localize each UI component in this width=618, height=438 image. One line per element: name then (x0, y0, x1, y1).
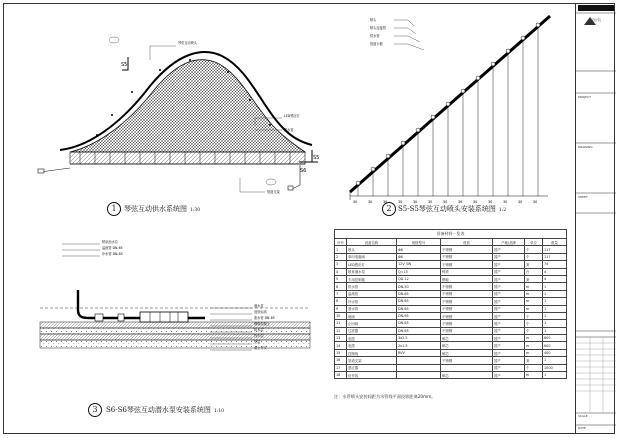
equipment-cell: m (525, 283, 543, 290)
equipment-header-cell: 序号 (335, 239, 347, 246)
v3-label: 钢筋混凝土 (254, 322, 270, 326)
equipment-cell: 3 (335, 261, 347, 268)
v3-label: 溢流管 DN-65 (102, 246, 123, 250)
equipment-header-cell: 材质 (441, 239, 493, 246)
equipment-cell: 12 (335, 327, 347, 334)
equipment-row (335, 364, 567, 371)
nozzle-drops (358, 27, 538, 196)
tb-sheet-label: SHEET (578, 195, 588, 199)
equipment-cell: DN-65 (397, 327, 441, 334)
v2-label-2: 喷头连接管 (370, 26, 386, 30)
equipment-cell: 溢流管 (347, 290, 397, 297)
equipment-row (335, 261, 567, 268)
section-s5-bottom: S5 (313, 155, 320, 161)
equipment-cell: 11 (335, 320, 347, 327)
equipment-cell: 国产 (493, 268, 525, 275)
equipment-row (335, 253, 567, 260)
equipment-cell: 止回阀 (347, 320, 397, 327)
v3-label: 素土夯实 (254, 346, 267, 350)
equipment-cell: m (525, 298, 543, 305)
dimension-label: 30 (518, 200, 523, 204)
mound-body (70, 60, 305, 152)
slab-layer3 (40, 334, 310, 340)
equipment-cell (397, 364, 441, 371)
equipment-cell: 2x1.5 (397, 342, 441, 349)
equipment-cell: 专用控制箱 (347, 275, 397, 282)
equipment-cell: 不锈钢 (441, 246, 493, 253)
equipment-row (335, 342, 567, 349)
equipment-cell: DN-65 (397, 312, 441, 319)
v3-label: 垫层 (254, 340, 261, 344)
equipment-row (335, 283, 567, 290)
dimension-label: 30 (353, 200, 358, 204)
view3-scale: 1:10 (213, 409, 224, 414)
equipment-cell: DN-65 (397, 298, 441, 305)
equipment-cell: 3x2.5 (397, 335, 441, 342)
equipment-cell: m (525, 335, 543, 342)
callout-supply: 供水管 (284, 128, 294, 132)
equipment-cell: 15 (335, 349, 347, 356)
submersible-pump (140, 312, 188, 322)
slab-layer2 (40, 328, 310, 334)
callout-bracket: 管道支架 (267, 190, 280, 194)
equipment-cell: 117 (543, 253, 567, 260)
equipment-cell: 14 (335, 342, 347, 349)
view2-drawing (330, 0, 575, 230)
dimension-line (350, 192, 548, 200)
equipment-cell: 国产 (493, 335, 525, 342)
callout-led: LED感应灯 (284, 114, 300, 118)
v3-label: 防水层 (254, 328, 264, 332)
equipment-cell: 1 (543, 320, 567, 327)
drawing-note: 注：水管喷头安装间距为水管线平面投影距离20mm。 (334, 394, 436, 399)
section-s5-top: S5 (121, 62, 128, 68)
equipment-cell: 国产 (493, 342, 525, 349)
equipment-cell: 感应器 (347, 364, 397, 371)
tb-scale-label: SCALE (578, 414, 588, 418)
equipment-cell: 个 (525, 253, 543, 260)
equipment-cell: Φ8 (397, 253, 441, 260)
equipment-cell: 600 (543, 342, 567, 349)
equipment-row (335, 275, 567, 282)
equipment-cell: 13 (335, 335, 347, 342)
equipment-row (335, 298, 567, 305)
equipment-cell: 国产 (493, 305, 525, 312)
equipment-cell (441, 364, 493, 371)
v2-label-1: 喷头 (370, 18, 377, 22)
equipment-cell: 不锈钢 (441, 290, 493, 297)
equipment-header-cell: 数量 (543, 239, 567, 246)
equipment-row (335, 357, 567, 364)
equipment-row (335, 372, 567, 379)
equipment-cell: 117 (543, 246, 567, 253)
equipment-cell: 5 (335, 275, 347, 282)
feed-pipes (38, 165, 300, 190)
view2-scale: 1:2 (498, 208, 507, 213)
equipment-cell: 1 (543, 305, 567, 312)
equipment-cell: 套 (525, 275, 543, 282)
dimension-label: 30 (473, 200, 478, 204)
equipment-cell: 不锈钢 (441, 298, 493, 305)
equipment-cell: m (525, 342, 543, 349)
tb-date-label: DATE (578, 426, 586, 430)
equipment-cell: 国产 (493, 283, 525, 290)
dimension-label: 30 (443, 200, 448, 204)
equipment-cell: 国产 (493, 290, 525, 297)
equipment-cell: 400 (543, 349, 567, 356)
equipment-cell: 个 (525, 246, 543, 253)
equipment-cell: DN-65 (397, 320, 441, 327)
dimension-label: 30 (503, 200, 508, 204)
equipment-cell: 17 (335, 364, 347, 371)
equipment-cell: 不锈钢 (441, 253, 493, 260)
tb-drawing-label: DRAWING (578, 145, 593, 149)
equipment-header-row (335, 239, 567, 246)
equipment-cell: 6 (335, 283, 347, 290)
equipment-cell: 个 (525, 364, 543, 371)
equipment-cell: 1 (543, 372, 567, 379)
callout-nozzle: 琴弦互动喷头 (178, 41, 198, 45)
view2-title-text: S5-S5琴弦互动喷头安装系统图 (398, 205, 496, 213)
equipment-cell: 补水管 (347, 298, 397, 305)
equipment-cell: m (525, 349, 543, 356)
v3-label: 潜水泵 (254, 304, 264, 308)
equipment-header-cell: 单位 (525, 239, 543, 246)
equipment-cell: 1 (543, 298, 567, 305)
dimension-label: 30 (398, 200, 403, 204)
equipment-cell: 铜芯 (441, 342, 493, 349)
equipment-cell: 国产 (493, 372, 525, 379)
dimension-label: 30 (533, 200, 538, 204)
equipment-cell: 12V 3W (397, 261, 441, 268)
equipment-cell: 不锈钢 (441, 312, 493, 319)
equipment-cell: LED感应灯 (347, 261, 397, 268)
equipment-cell: 过滤器 (347, 327, 397, 334)
equipment-row (335, 290, 567, 297)
equipment-cell: 不锈钢 (441, 283, 493, 290)
slab-layer4 (40, 340, 310, 348)
equipment-cell: 74 (543, 261, 567, 268)
v2-label-4: 管道卡箍 (370, 42, 383, 46)
equipment-cell: 泄水管 (347, 305, 397, 312)
view3-title (106, 405, 224, 415)
equipment-cell: 不锈钢 (441, 357, 493, 364)
equipment-cell: 不锈钢 (441, 305, 493, 312)
equipment-cell: DN-65 (397, 290, 441, 297)
equipment-cell: 国产 (493, 357, 525, 364)
dimension-label: 30 (368, 200, 373, 204)
view3-number: 3 (88, 403, 102, 417)
equipment-cell: QD-12 (397, 275, 441, 282)
equipment-cell (397, 357, 441, 364)
equipment-cell: 套 (525, 357, 543, 364)
equipment-cell: m (525, 305, 543, 312)
equipment-cell: RVV (397, 349, 441, 356)
dimension-label: 30 (428, 200, 433, 204)
equipment-table (334, 229, 567, 379)
equipment-cell: 7 (335, 290, 347, 297)
equipment-cell: 个 (525, 327, 543, 334)
title-block-grid (576, 3, 616, 434)
equipment-table-caption: 设备材料一览表 (334, 229, 567, 238)
equipment-cell: 国产 (493, 320, 525, 327)
equipment-row (335, 349, 567, 356)
equipment-cell: 国产 (493, 298, 525, 305)
equipment-cell: Φ8 (397, 246, 441, 253)
equipment-cell: 铜芯 (441, 372, 493, 379)
equipment-cell: Q=15 (397, 268, 441, 275)
equipment-cell: 8 (335, 298, 347, 305)
equipment-cell: 不锈钢 (441, 327, 493, 334)
equipment-cell: 1 (543, 290, 567, 297)
view1-scale: 1:30 (190, 208, 201, 213)
equipment-cell: 4 (543, 275, 567, 282)
equipment-cell: 9 (335, 305, 347, 312)
equipment-row (335, 327, 567, 334)
v3-label: 喷泉池水位 (102, 240, 118, 244)
dimension-label: 30 (413, 200, 418, 204)
equipment-cell: 国产 (493, 364, 525, 371)
equipment-cell: 国产 (493, 261, 525, 268)
equipment-cell: 1000 (543, 364, 567, 371)
equipment-cell: 国产 (493, 327, 525, 334)
equipment-cell: 套 (525, 261, 543, 268)
equipment-cell: 铸铁 (441, 268, 493, 275)
view1-number: 1 (107, 202, 121, 216)
equipment-cell: 闸阀 (347, 312, 397, 319)
equipment-cell: DN-65 (397, 305, 441, 312)
equipment-row (335, 320, 567, 327)
equipment-cell: 不锈钢 (441, 261, 493, 268)
equipment-cell: 国产 (493, 275, 525, 282)
equipment-cell: 钢板 (441, 275, 493, 282)
equipment-cell: 个 (525, 312, 543, 319)
view2-number: 2 (382, 202, 396, 216)
view1-drawing (0, 0, 330, 230)
equipment-cell: 国产 (493, 246, 525, 253)
equipment-cell: 国产 (493, 253, 525, 260)
view1-title-text: 琴弦互动供水系统图 (124, 205, 187, 213)
view3-drawing (0, 230, 330, 400)
equipment-row (335, 246, 567, 253)
equipment-cell: m (525, 290, 543, 297)
equipment-cell: 1 (543, 357, 567, 364)
equipment-cell: 电缆 (347, 342, 397, 349)
equipment-row (335, 268, 567, 275)
base-strip (70, 152, 305, 164)
equipment-cell: 国产 (493, 349, 525, 356)
tb-company: 设计院 (592, 18, 602, 22)
v3-label: 找平层 (254, 334, 264, 338)
equipment-header-cell: 产地/品牌 (493, 239, 525, 246)
equipment-cell: 10 (335, 312, 347, 319)
equipment-cell: DN-50 (397, 283, 441, 290)
v2-label-3: 供水管 (370, 34, 380, 38)
equipment-cell: 管道支架 (347, 357, 397, 364)
equipment-cell: 电缆 (347, 335, 397, 342)
equipment-cell: 600 (543, 335, 567, 342)
equipment-cell: 台 (525, 268, 543, 275)
equipment-cell: 喷泉潜水泵 (347, 268, 397, 275)
view3-title-text: S6-S6琴弦互动潜水泵安装系统图 (106, 406, 211, 414)
tb-project-label: PROJECT (578, 95, 591, 99)
equipment-cell: 4 (335, 268, 347, 275)
dimension-label: 30 (383, 200, 388, 204)
v3-label: 池底标高 (254, 310, 267, 314)
equipment-cell: 4 (543, 268, 567, 275)
equipment-cell: 国产 (493, 312, 525, 319)
equipment-cell: 1 (543, 327, 567, 334)
dimension-label: 30 (458, 200, 463, 204)
equipment-cell: 铜芯 (441, 335, 493, 342)
equipment-cell: 不锈钢 (441, 320, 493, 327)
title-block (575, 3, 615, 434)
equipment-cell: 喷头 (347, 246, 397, 253)
dimension-label: 30 (488, 200, 493, 204)
equipment-cell: 控制线 (347, 349, 397, 356)
equipment-row (335, 305, 567, 312)
equipment-cell: 铜芯 (441, 349, 493, 356)
equipment-cell (397, 372, 441, 379)
equipment-cell: m (525, 372, 543, 379)
equipment-cell: 单向电磁阀 (347, 253, 397, 260)
view2-title (398, 204, 506, 214)
equipment-cell: 个 (525, 320, 543, 327)
section-s6: S6 (300, 168, 307, 174)
v3-label: 补水管 DN-65 (102, 252, 123, 256)
v3-label: 泄水管 DN-65 (254, 316, 275, 320)
equipment-cell: 1 (335, 246, 347, 253)
equipment-cell: 1 (543, 283, 567, 290)
equipment-cell: 16 (335, 357, 347, 364)
equipment-row (335, 335, 567, 342)
equipment-header-cell: 规格型号 (397, 239, 441, 246)
equipment-header-cell: 设备名称 (347, 239, 397, 246)
view1-title (124, 204, 200, 214)
equipment-cell: 2 (335, 253, 347, 260)
equipment-cell: 信号线 (347, 372, 397, 379)
equipment-row (335, 312, 567, 319)
equipment-cell: 1 (543, 312, 567, 319)
equipment-cell: 18 (335, 372, 347, 379)
equipment-cell: 供水管 (347, 283, 397, 290)
